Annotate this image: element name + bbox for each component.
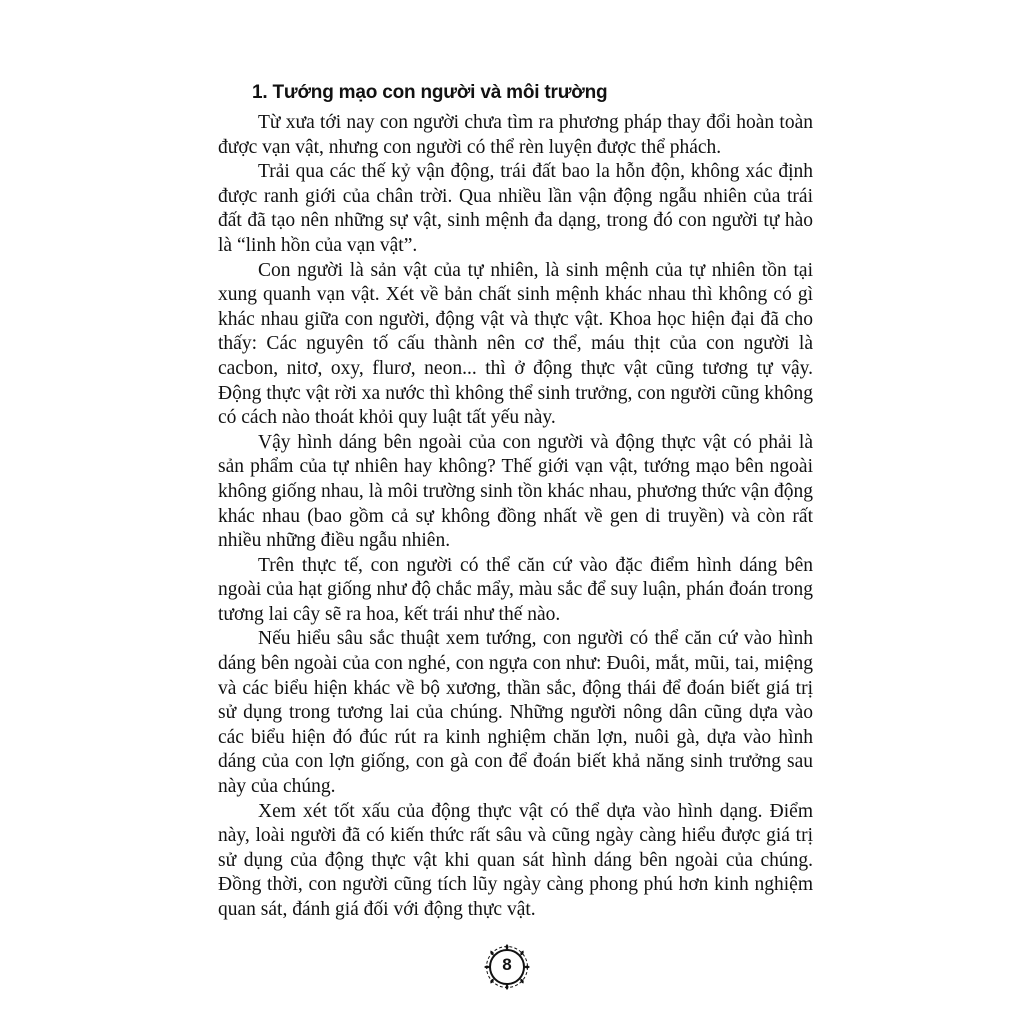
paragraph: Xem xét tốt xấu của động thực vật có thể dựa vào hình dạng. Điểm này, loài người đã có kiến thức rất sâu và cũng ngày càng hiểu được giá trị sử dụng của động thực vật khi quan sát hình dáng bên ngoài của chúng. Đồng thời, con người cũng tích lũy ngày càng phong phú hơn kinh nghiệm quan sát, đánh giá đối với động thực vật. [218,800,813,920]
paragraph: Trải qua các thế kỷ vận động, trái đất bao la hỗn độn, không xác định được ranh giới của chân trời. Qua nhiều lần vận động ngẫu nhiên của trái đất đã tạo nên những sự vật, sinh mệnh đa dạng, trong đó con người tự hào là “linh hồn của vạn vật”. [218,161,813,256]
paragraph: Nếu hiểu sâu sắc thuật xem tướng, con người có thể căn cứ vào hình dáng bên ngoài của con nghé, con ngựa con như: Đuôi, mắt, mũi, tai, miệng và các biểu hiện khác về bộ xương, thần sắc, động thái để đoán biết giá trị sử dụng trong tương lai của chúng. Những người nông dân cũng dựa vào các biểu hiện đó đúc rút ra kinh nghiệm chăn lợn, nuôi gà, dựa vào hình dáng của con lợn giống, con gà con để đoán biết khả năng sinh trưởng sau này của chúng. [218,628,813,798]
paragraph: Vậy hình dáng bên ngoài của con người và động thực vật có phải là sản phẩm của tự nhiên hay không? Thế giới vạn vật, tướng mạo bên ngoài không giống nhau, là môi trường sinh tồn khác nhau, phương thức vận động khác nhau (bao gồm cả sự không đồng nhất về gen di truyền) và còn rất nhiều những điều ngẫu nhiên. [218,431,813,552]
page-number-badge [482,942,532,992]
paragraph: Con người là sản vật của tự nhiên, là sinh mệnh của tự nhiên tồn tại xung quanh vạn vật. Xét về bản chất sinh mệnh khác nhau thì không có gì khác nhau giữa con người, động vật và thực vật. Khoa học hiện đại đã cho thấy: Các nguyên tố cấu thành nên cơ thể, máu thịt của con người là cacbon, nitơ, oxy, flurơ, neon... thì ở động thực vật cũng tương tự vậy. Động thực vật rời xa nước thì không thể sinh trưởng, con người cũng không có cách nào thoát khỏi quy luật tất yếu này. [218,259,813,429]
page-number: 8 [502,955,512,974]
paragraph: Từ xưa tới nay con người chưa tìm ra phương pháp thay đổi hoàn toàn được vạn vật, nhưng con người có thể rèn luyện được thể phách. [218,112,813,158]
paragraph: Trên thực tế, con người có thể căn cứ vào đặc điểm hình dáng bên ngoài của hạt giống như độ chắc mẩy, màu sắc để suy luận, phán đoán trong tương lai cây sẽ ra hoa, kết trái như thế nào. [218,554,813,625]
body-text [218,111,813,923]
section-heading: 1. Tướng mạo con người và môi trường [252,82,608,103]
